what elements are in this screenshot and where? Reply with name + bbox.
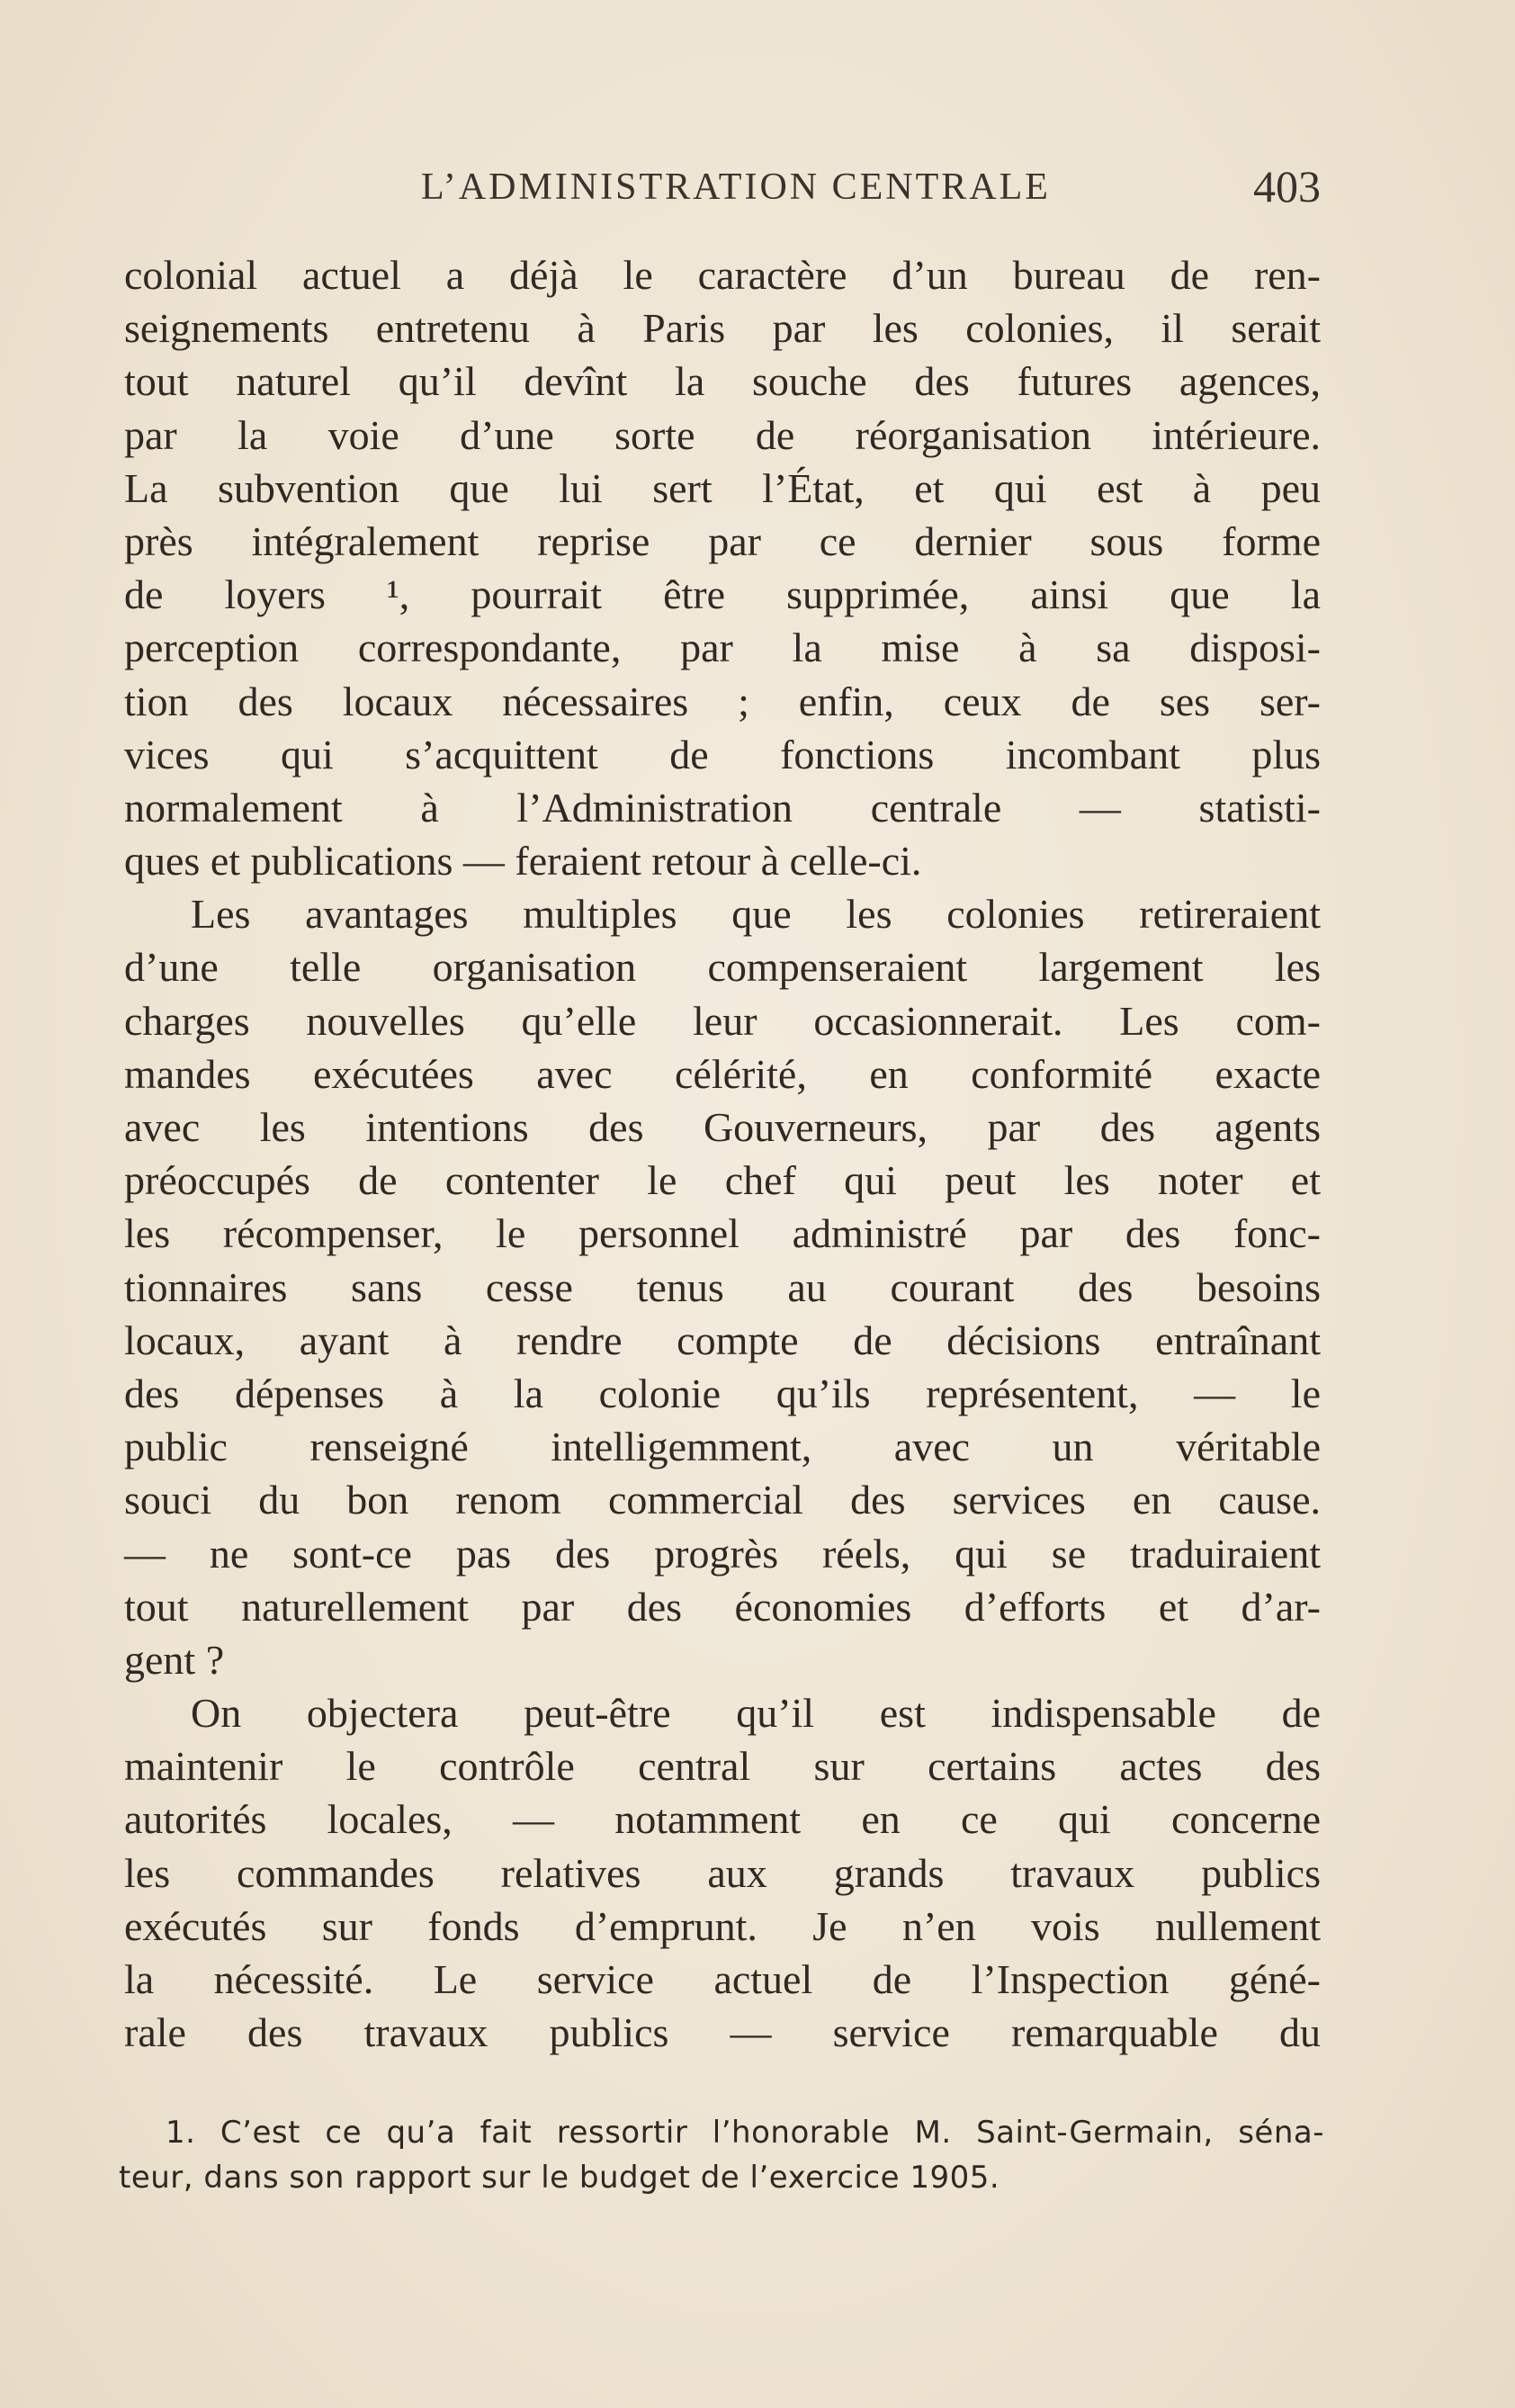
text-line: autorités locales, — notamment en ce qui concerne: [124, 1796, 1321, 1843]
running-title: L’ADMINISTRATION CENTRALE: [421, 166, 1051, 208]
text-line: les commandes relatives aux grands travaux publics: [124, 1849, 1321, 1896]
text-line: charges nouvelles qu’elle leur occasionnerait. Les com-: [124, 997, 1321, 1044]
text-line: — ne sont-ce pas des progrès réels, qui se traduiraient: [124, 1530, 1321, 1577]
page-number: 403: [1253, 161, 1321, 211]
text-line: rale des travaux publics — service remarquable du: [124, 2009, 1321, 2056]
text-line: normalement à l’Administration centrale — statisti-: [124, 784, 1321, 831]
paragraph-start-line: Les avantages multiples que les colonies retireraient: [191, 891, 1321, 938]
paragraph-end-line: gent ?: [124, 1636, 225, 1683]
text-line: locaux, ayant à rendre compte de décisions entraînant: [124, 1316, 1321, 1363]
paragraph-start-line: On objectera peut-être qu’il est indispensable de: [191, 1690, 1321, 1737]
body-text: [124, 248, 1321, 2059]
text-line: d’une telle organisation compenseraient largement les: [124, 944, 1321, 991]
text-line: des dépenses à la colonie qu’ils représentent, — le: [124, 1370, 1321, 1416]
text-line: colonial actuel a déjà le caractère d’un bureau de ren-: [124, 252, 1321, 298]
text-line: La subvention que lui sert l’État, et qui est à peu: [124, 464, 1321, 511]
text-line: tout naturellement par des économies d’efforts et d’ar-: [124, 1583, 1321, 1630]
text-line: tionnaires sans cesse tenus au courant des besoins: [124, 1263, 1321, 1310]
text-line: de loyers ¹, pourrait être supprimée, ainsi que la: [124, 571, 1321, 618]
text-line: vices qui s’acquittent de fonctions incombant plus: [124, 731, 1321, 777]
text-line: exécutés sur fonds d’emprunt. Je n’en vois nullement: [124, 1902, 1321, 1949]
running-head: [124, 161, 1321, 220]
text-line: maintenir le contrôle central sur certains actes des: [124, 1743, 1321, 1790]
text-line: par la voie d’une sorte de réorganisation intérieure.: [124, 411, 1321, 458]
footnote-line: teur, dans son rapport sur le budget de l’exercice 1905.: [119, 2160, 1000, 2196]
text-line: seignements entretenu à Paris par les colonies, il serait: [124, 305, 1321, 352]
text-line: tout naturel qu’il devînt la souche des futures agences,: [124, 358, 1321, 405]
text-line: tion des locaux nécessaires ; enfin, ceux de ses ser-: [124, 678, 1321, 724]
text-line: public renseigné intelligemment, avec un véritable: [124, 1424, 1321, 1470]
text-line: les récompenser, le personnel administré par des fonc-: [124, 1210, 1321, 1257]
footnote-line: 1. C’est ce qu’a fait ressortir l’honorable M. Saint-Germain, séna-: [166, 2115, 1324, 2151]
text-line: près intégralement reprise par ce dernier sous forme: [124, 517, 1321, 564]
text-line: perception correspondante, par la mise à sa disposi-: [124, 624, 1321, 671]
text-line: préoccupés de contenter le chef qui peut les noter et: [124, 1157, 1321, 1204]
text-line: la nécessité. Le service actuel de l’Inspection géné-: [124, 1956, 1321, 2002]
text-line: avec les intentions des Gouverneurs, par des agents: [124, 1104, 1321, 1150]
footnote: [119, 2110, 1324, 2200]
text-line: souci du bon renom commercial des services en cause.: [124, 1477, 1321, 1523]
paragraph-end-line: ques et publications — feraient retour à celle-ci.: [124, 838, 922, 885]
text-line: mandes exécutées avec célérité, en conformité exacte: [124, 1050, 1321, 1097]
